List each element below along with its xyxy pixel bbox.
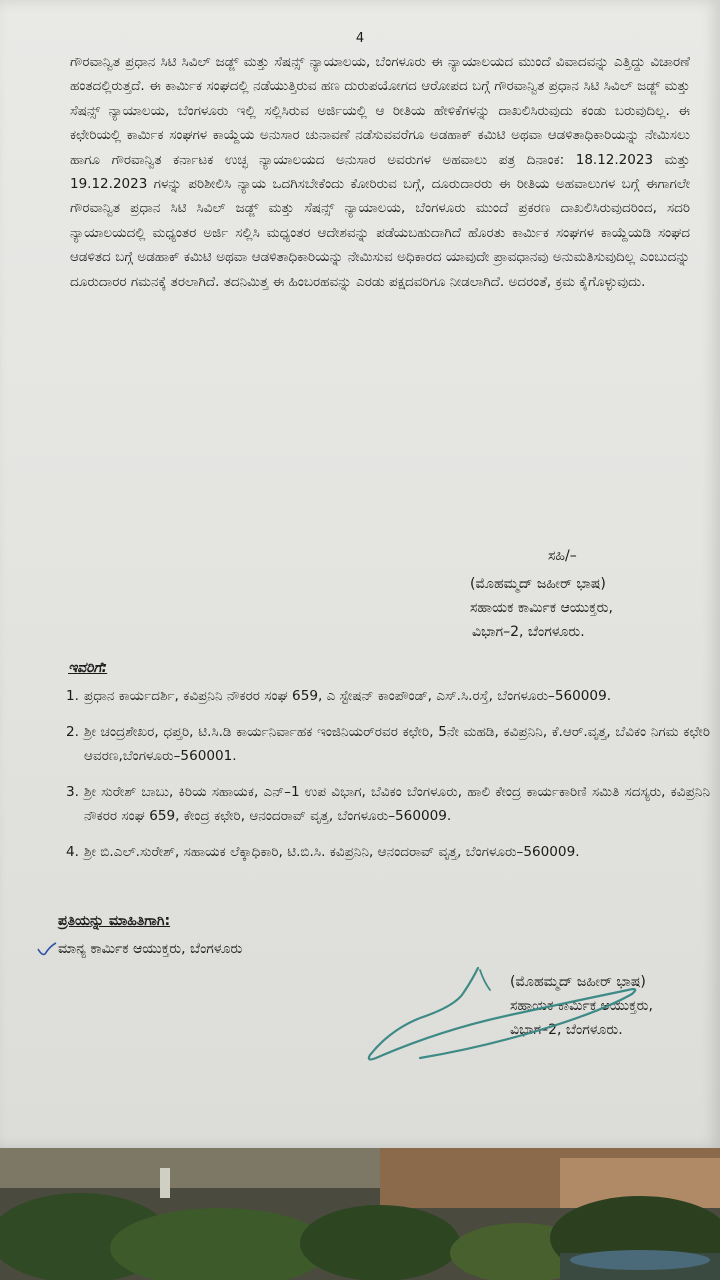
body-text: ಗೌರವಾನ್ವಿತ ಪ್ರಧಾನ ಸಿಟಿ ಸಿವಿಲ್ ಜಡ್ಜ್ ಮತ್ತು ಸೆಷನ್ಸ್ ನ್ಯಾಯಾಲಯ, ಬೆಂಗಳೂರು ಈ ನ್ಯಾಯಾಲಯದ ಮುಂದೆ ವಿವಾದವನ್ನು ಎತ್ತಿದ್ದು ವಿಚಾರಣೆ ಹಂತದಲ್ಲಿರುತ್ತದೆ. ಈ ಕಾರ್ಮಿಕ ಸಂಘದಲ್ಲಿ ನಡೆಯುತ್ತಿರುವ ಹಣ ದುರುಪಯೋಗದ ಆರೋಪದ ಬಗ್ಗೆ ಗೌರವಾನ್ವಿತ ಪ್ರಧಾನ ಸಿಟಿ ಸಿವಿಲ್ ಜಡ್ಜ್ ಮತ್ತು ಸೆಷನ್ಸ್ ನ್ಯಾಯಾಲಯ, ಬೆಂಗಳೂರು ಇಲ್ಲಿ ಸಲ್ಲಿಸಿರುವ ಅರ್ಜಿಯಲ್ಲಿ ಆ ರೀತಿಯ ಹೇಳಿಕೆಗಳನ್ನು ದಾಖಲಿಸಿರುವುದು ಕಂಡು ಬರುವುದಿಲ್ಲ. ಈ ಕಛೇರಿಯಲ್ಲಿ ಕಾರ್ಮಿಕ ಸಂಘಗಳ ಕಾಯ್ದೆಯ ಅನುಸಾರ ಚುನಾವಣೆ ನಡೆಸುವವರೆಗೂ ಅಡಹಾಕ್ ಕಮಿಟಿ ಅಥವಾ ಆಡಳಿತಾಧಿಕಾರಿಯನ್ನು ನೇಮಿಸಲು ಹಾಗೂ ಗೌರವಾನ್ವಿತ ಕರ್ನಾಟಕ ಉಚ್ಛ ನ್ಯಾಯಾಲಯದ ಅನುಸಾರ ಅವರುಗಳ ಅಹವಾಲು ಪತ್ರ ದಿನಾಂಕ: 18.12.2023 ಮತ್ತು 19.12.2023 ಗಳನ್ನು ಪರಿಶೀಲಿಸಿ ನ್ಯಾಯ ಒದಗಿಸಬೇಕೆಂದು ಕೋರಿರುವ ಬಗ್ಗೆ, ದೂರುದಾರರು ಈ ರೀತಿಯ ಅಹವಾಲುಗಳ ಬಗ್ಗೆ ಈಗಾಗಲೇ ಗೌರವಾನ್ವಿತ ಪ್ರಧಾನ ಸಿಟಿ ಸಿವಿಲ್ ಜಡ್ಜ್ ಮತ್ತು ಸೆಷನ್ಸ್ ನ್ಯಾಯಾಲಯ, ಬೆಂಗಳೂರು ಮುಂದೆ ಪ್ರಕರಣ ದಾಖಲಿಸಿರುವುದರಿಂದ, ಸದರಿ ನ್ಯಾಯಾಲಯದಲ್ಲಿ ಮಧ್ಯಂತರ ಅರ್ಜಿ ಸಲ್ಲಿಸಿ ಮಧ್ಯಂತರ ಆದೇಶವನ್ನು ಪಡೆಯಬಹುದಾಗಿದೆ ಹೊರತು ಕಾರ್ಮಿಕ ಸಂಘಗಳ ಕಾಯ್ದೆಯಡಿ ಸಂಘದ ಆಡಳಿತದ ಬಗ್ಗೆ ಅಡಹಾಕ್ ಕಮಿಟಿ ಅಥವಾ ಆಡಳಿತಾಧಿಕಾರಿಯನ್ನು ನೇಮಿಸುವ ಅಧಿಕಾರದ ಯಾವುದೇ ಪ್ರಾವಧಾನವು ಅನುಮತಿಸುವುದಿಲ್ಲ ಎಂಬುದನ್ನು ದೂರುದಾರರ ಗಮನಕ್ಕೆ ತರಲಾಗಿದೆ. ತದನಿಮಿತ್ತ ಈ ಹಿಂಬರಹವನ್ನು ಎರಡು ಪಕ್ಷದವರಿಗೂ ನೀಡಲಾಗಿದೆ. ಅದರಂತೆ, ಕ್ರಮ ಕೈಗೊಳ್ಳುವುದು.	[70, 54, 690, 290]
addressee-number: 3.	[66, 783, 79, 800]
signatory-block	[470, 572, 710, 644]
addressee-item	[50, 720, 710, 769]
signed-mark: ಸಹಿ/–	[548, 548, 577, 564]
signatory-office: ವಿಭಾಗ–2, ಬೆಂಗಳೂರು.	[510, 1022, 623, 1038]
addressee-item	[50, 840, 710, 865]
addressee-number: 4.	[66, 843, 79, 860]
signatory-name: (ಮೊಹಮ್ಮದ್ ಜಹೀರ್ ಭಾಷ)	[470, 576, 606, 592]
body-paragraph	[70, 50, 690, 294]
to-heading: ಇವರಿಗೆ:	[68, 660, 108, 676]
signatory-office: ವಿಭಾಗ–2, ಬೆಂಗಳೂರು.	[472, 624, 585, 640]
copy-heading: ಪ್ರತಿಯನ್ನು ಮಾಹಿತಿಗಾಗಿ:	[58, 913, 171, 929]
addressee-item	[50, 684, 710, 709]
addressee-list	[50, 684, 710, 875]
addressee-text: ಶ್ರೀ ಬಿ.ಎಲ್.ಸುರೇಶ್, ಸಹಾಯಕ ಲೆಕ್ಕಾಧಿಕಾರಿ, ಟಿ.ಬಿ.ಸಿ. ಕವಿಪ್ರನಿನಿ, ಆನಂದರಾವ್ ವೃತ್ತ, ಬೆಂಗಳೂರು–560009.	[84, 843, 580, 860]
background-photo	[0, 1148, 720, 1280]
signatory-name: (ಮೊಹಮ್ಮದ್ ಜಹೀರ್ ಭಾಷ)	[510, 974, 646, 990]
addressee-text: ಶ್ರೀ ಚಂದ್ರಶೇಖರ, ಧಪ್ತರಿ, ಟಿ.ಸಿ.ಡಿ ಕಾರ್ಯನಿರ್ವಾಹಕ ಇಂಜಿನಿಯರ್‌ರವರ ಕಛೇರಿ, 5ನೇ ಮಹಡಿ, ಕವಿಪ್ರನಿನಿ, ಕೆ.ಆರ್.ವೃತ್ತ, ಬೆವಿಕಂ ನಿಗಮ ಕಛೇರಿ ಆವರಣ,ಬೆಂಗಳೂರು–560001.	[84, 723, 710, 764]
tick-mark-icon	[36, 940, 58, 958]
signatory-designation: ಸಹಾಯಕ ಕಾರ್ಮಿಕ ಆಯುಕ್ತರು,	[510, 998, 653, 1014]
signatory-designation: ಸಹಾಯಕ ಕಾರ್ಮಿಕ ಆಯುಕ್ತರು,	[470, 600, 613, 616]
addressee-number: 2.	[66, 723, 79, 740]
addressee-item	[50, 780, 710, 829]
addressee-number: 1.	[66, 688, 79, 704]
addressee-text: ಶ್ರೀ ಸುರೇಶ್ ಬಾಬು, ಕಿರಿಯ ಸಹಾಯಕ, ಎನ್–1 ಉಪ ವಿಭಾಗ, ಬೆವಿಕಂ ಬೆಂಗಳೂರು, ಹಾಲಿ ಕೇಂದ್ರ ಕಾರ್ಯಕಾರಿಣಿ ಸಮಿತಿ ಸದಸ್ಯರು, ಕವಿಪ್ರನಿನಿ ನೌಕರರ ಸಂಘ 659, ಕೇಂದ್ರ ಕಛೇರಿ, ಆನಂದರಾವ್ ವೃತ್ತ, ಬೆಂಗಳೂರು–560009.	[84, 783, 710, 824]
handwritten-signature	[360, 960, 660, 1070]
addressee-text: ಪ್ರಧಾನ ಕಾರ್ಯದರ್ಶಿ, ಕವಿಪ್ರನಿನಿ ನೌಕರರ ಸಂಘ 659, ಎ ಸ್ಟೇಷನ್ ಕಾಂಪೌಂಡ್, ಎಸ್.ಸಿ.ರಸ್ತೆ, ಬೆಂಗಳೂರು–560009.	[84, 688, 612, 704]
page-number: 4	[355, 31, 365, 46]
copy-recipient: ಮಾನ್ಯ ಕಾರ್ಮಿಕ ಆಯುಕ್ತರು, ಬೆಂಗಳೂರು	[58, 941, 243, 957]
